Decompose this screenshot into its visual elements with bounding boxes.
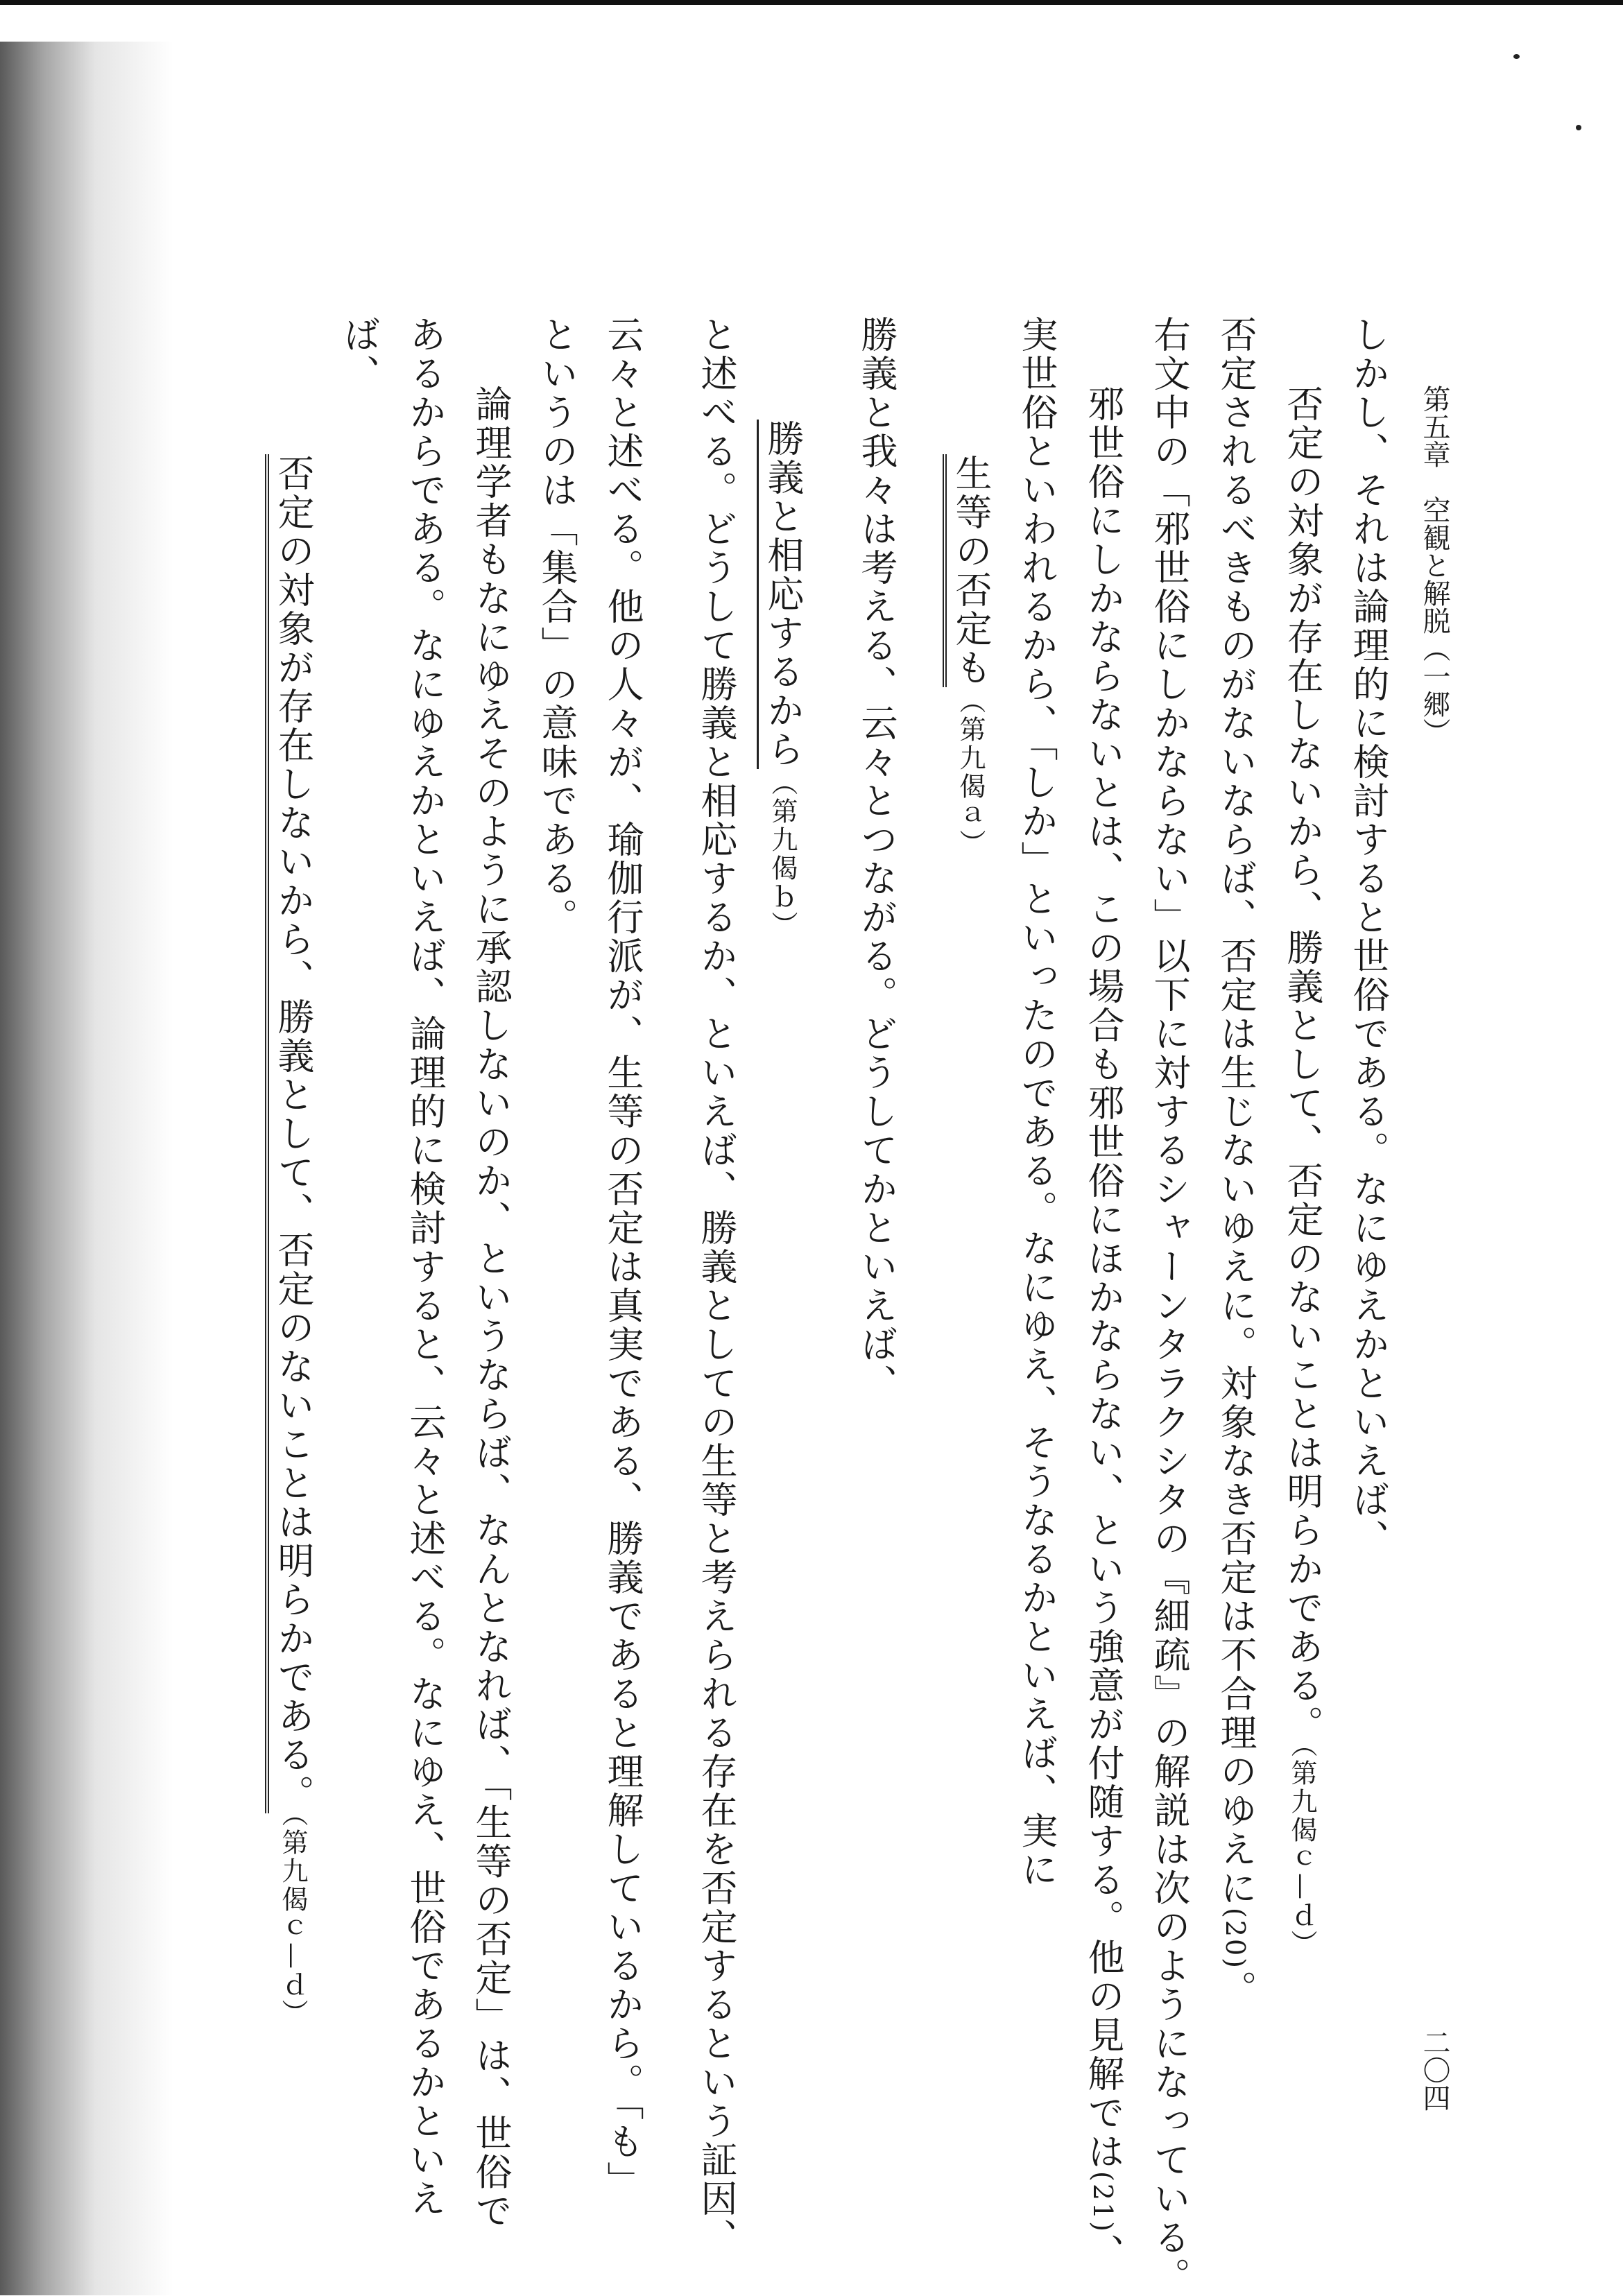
text-line: というのは「集合」の意味である。 <box>535 316 578 937</box>
quoted-verse-line: 生等の否定も（第九偈ａ） <box>937 316 1004 2250</box>
footnote-ref: (21) <box>1088 2171 1118 2234</box>
verse-ref: （第九偈ｃ—ｄ） <box>1287 1744 1317 1958</box>
text-line: 実世俗といわれるから、「しか」といったのである。なにゆえ、そうなるかといえば、実に <box>1015 316 1058 1890</box>
verse-ref: （第九偈ｂ） <box>767 769 798 940</box>
scan-speck <box>1576 125 1581 130</box>
scan-speck <box>1513 54 1520 59</box>
page-number: 二〇四 <box>1418 2028 1450 2112</box>
text-line: 右文中の「邪世俗にしかならない」以下に対するシャーンタラクシタの『細疏』の解説は次のようになっている。 <box>1148 316 1190 2296</box>
vertical-text-page <box>250 316 1467 2296</box>
scan-top-edge <box>0 0 1623 5</box>
quoted-verse-line: 勝義と相応するから（第九偈ｂ） <box>749 316 816 2216</box>
quoted-verse-line: 否定の対象が存在しないから、勝義として、否定のないことは明らかである。（第九偈ｃ—ｄ） <box>259 316 326 2250</box>
page-header <box>1401 316 1467 2112</box>
text-line: しかし、それは論理的に検討すると世俗である。なにゆえかといえば、 <box>1347 316 1389 1558</box>
text-line: 否定の対象が存在しないから、勝義として、否定のないことは明らかである。（第九偈ｃ—ｄ） <box>1281 385 1323 1958</box>
text-line: 否定されるべきものがないならば、否定は生じないゆえに。対象なき否定は不合理のゆえに(20)。 <box>1214 316 1257 2010</box>
text-line: 云々と述べる。他の人々が、瑜伽行派が、生等の否定は真実である、勝義であると理解しているから。「も」 <box>601 316 644 2200</box>
text-line: 勝義と我々は考える、云々とつながる。どうしてかといえば、 <box>855 316 898 1403</box>
text-line: 論理学者もなにゆえそのように承認しないのか、というならば、なんとなれば、「生等の否定」は、世俗で <box>470 385 512 2231</box>
verse-ref: （第九偈ａ） <box>955 687 986 858</box>
text-line: あるからである。なにゆえかといえば、論理的に検討すると、云々と述べる。なにゆえ、世俗であるかといえ <box>404 316 446 2218</box>
footnote-ref: (20) <box>1220 1908 1251 1971</box>
text-line: 邪世俗にしかならないとは、この場合も邪世俗にほかならない、という強意が付随する。他の見解では(21)、 <box>1082 385 1124 2273</box>
text-line: ば、 <box>338 316 380 393</box>
text-line: と述べる。どうして勝義と相応するか、といえば、勝義としての生等と考えられる存在を否定するという証因、 <box>695 316 737 2257</box>
verse-ref: （第九偈ｃ—ｄ） <box>277 1813 308 2028</box>
running-title: 第五章 空観と解脱（一郷） <box>1418 385 1450 745</box>
scan-binding-shadow <box>0 42 173 2295</box>
